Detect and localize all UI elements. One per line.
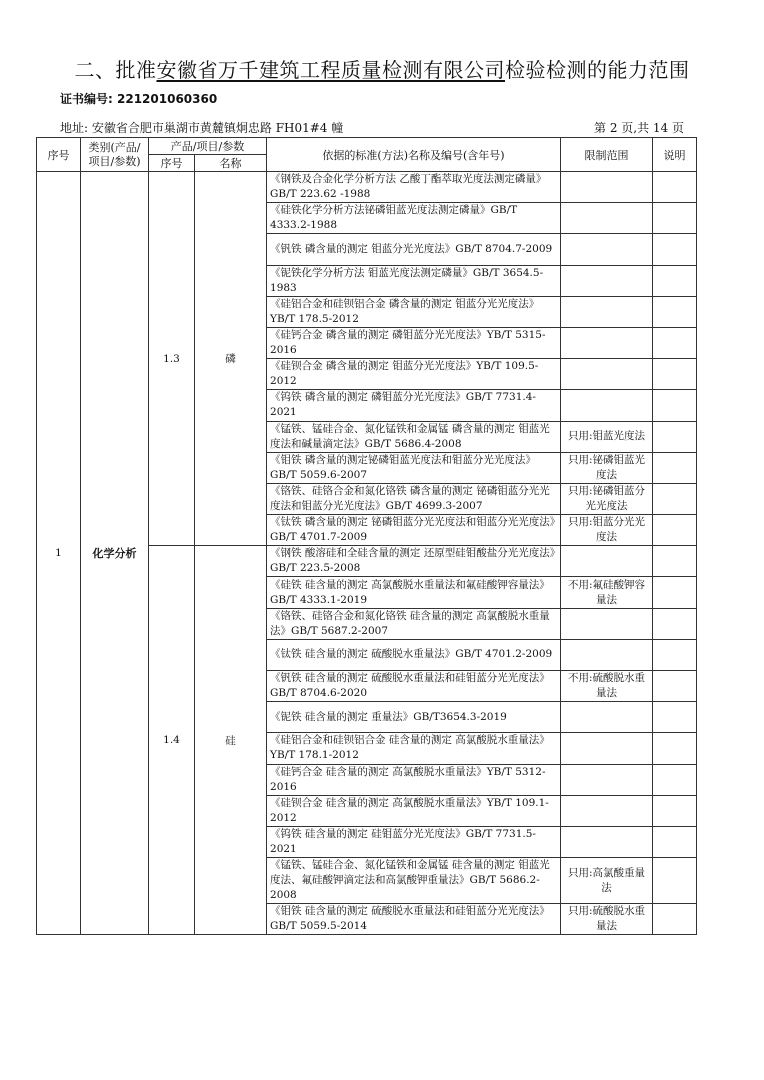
- header-limit: 限制范围: [561, 138, 653, 172]
- note-cell: [653, 546, 697, 577]
- note-cell: [653, 733, 697, 764]
- note-cell: [653, 795, 697, 826]
- limit-cell: 只用:铋磷钼蓝光度法: [561, 452, 653, 483]
- note-cell: [653, 296, 697, 327]
- note-cell: [653, 702, 697, 733]
- header-name: 名称: [195, 155, 267, 172]
- certificate-number: [60, 90, 217, 107]
- note-cell: [653, 904, 697, 935]
- note-cell: [653, 390, 697, 421]
- page-title: [0, 54, 764, 83]
- limit-cell: 只用:钼蓝分光光度法: [561, 515, 653, 546]
- table-row: [37, 172, 697, 203]
- standard-cell: 《铌铁化学分析方法 钼蓝光度法测定磷量》GB/T 3654.5-1983: [267, 265, 561, 296]
- cert-value: 221201060360: [117, 92, 218, 106]
- standard-cell: 《硅钡合金 磷含量的测定 钼蓝分光光度法》YB/T 109.5-2012: [267, 359, 561, 390]
- limit-cell: [561, 639, 653, 670]
- header-seq: 序号: [37, 138, 81, 172]
- limit-cell: [561, 764, 653, 795]
- note-cell: [653, 577, 697, 608]
- address-label: 地址:: [60, 121, 89, 135]
- standard-cell: 《钢铁及合金化学分析方法 乙酸丁酯萃取光度法测定磷量》GB/T 223.62 -1988: [267, 172, 561, 203]
- limit-cell: [561, 359, 653, 390]
- standard-cell: 《硅钡合金 硅含量的测定 高氯酸脱水重量法》YB/T 109.1-2012: [267, 795, 561, 826]
- note-cell: [653, 234, 697, 265]
- header-note: 说明: [653, 138, 697, 172]
- limit-cell: [561, 327, 653, 358]
- note-cell: [653, 858, 697, 904]
- item-name: 磷: [195, 172, 267, 546]
- standard-cell: 《硅钙合金 磷含量的测定 磷钼蓝分光光度法》YB/T 5315-2016: [267, 327, 561, 358]
- group-category: 化学分析: [81, 172, 149, 935]
- standard-cell: 《钨铁 硅含量的测定 硅钼蓝分光光度法》GB/T 7731.5-2021: [267, 826, 561, 857]
- standard-cell: 《硅铁化学分析方法铋磷钼蓝光度法测定磷量》GB/T 4333.2-1988: [267, 203, 561, 234]
- header-category: 类别(产品/项目/参数): [81, 138, 149, 172]
- standard-cell: 《硅铝合金和硅钡铝合金 磷含量的测定 钼蓝分光光度法》YB/T 178.5-2012: [267, 296, 561, 327]
- cert-label: 证书编号:: [60, 92, 113, 106]
- page-info: 第 2 页,共 14 页: [594, 121, 684, 135]
- standard-cell: 《硅钙合金 硅含量的测定 高氯酸脱水重量法》YB/T 5312-2016: [267, 764, 561, 795]
- standard-cell: 《铬铁、硅铬合金和氮化铬铁 磷含量的测定 铋磷钼蓝分光光度法和钼蓝分光光度法》GB/T 4699.3-2007: [267, 483, 561, 514]
- limit-cell: 只用:铋磷钼蓝分光光度法: [561, 483, 653, 514]
- standard-cell: 《钒铁 硅含量的测定 硫酸脱水重量法和硅钼蓝分光光度法》GB/T 8704.6-2020: [267, 671, 561, 702]
- limit-cell: [561, 826, 653, 857]
- note-cell: [653, 826, 697, 857]
- address: [60, 119, 343, 136]
- limit-cell: [561, 203, 653, 234]
- standard-cell: 《钨铁 磷含量的测定 磷钼蓝分光光度法》GB/T 7731.4-2021: [267, 390, 561, 421]
- note-cell: [653, 203, 697, 234]
- address-value: 安徽省合肥市巢湖市黄麓镇炯忠路 FH01#4 幢: [91, 121, 344, 135]
- limit-cell: [561, 608, 653, 639]
- title-prefix: 二、批准: [74, 58, 157, 82]
- limit-cell: 不用:氟硅酸钾容量法: [561, 577, 653, 608]
- note-cell: [653, 421, 697, 452]
- limit-cell: 只用:钼蓝光度法: [561, 421, 653, 452]
- standard-cell: 《钼铁 磷含量的测定铋磷钼蓝光度法和钼蓝分光光度法》GB/T 5059.6-2007: [267, 452, 561, 483]
- limit-cell: [561, 546, 653, 577]
- limit-cell: [561, 296, 653, 327]
- title-suffix: 检验检测的能力范围: [505, 58, 690, 82]
- note-cell: [653, 608, 697, 639]
- scope-table: [36, 137, 697, 935]
- note-cell: [653, 359, 697, 390]
- limit-cell: 只用:高氯酸重量法: [561, 858, 653, 904]
- note-cell: [653, 452, 697, 483]
- header-product-group: 产品/项目/参数: [149, 138, 267, 155]
- standard-cell: 《硅铝合金和硅钡铝合金 硅含量的测定 高氯酸脱水重量法》YB/T 178.1-2012: [267, 733, 561, 764]
- limit-cell: [561, 265, 653, 296]
- header-standard: 依据的标准(方法)名称及编号(含年号): [267, 138, 561, 172]
- standard-cell: 《钛铁 硅含量的测定 硫酸脱水重量法》GB/T 4701.2-2009: [267, 639, 561, 670]
- standard-cell: 《钼铁 硅含量的测定 硫酸脱水重量法和硅钼蓝分光光度法》GB/T 5059.5-2014: [267, 904, 561, 935]
- standard-cell: 《钢铁 酸溶硅和全硅含量的测定 还原型硅钼酸盐分光光度法》GB/T 223.5-2008: [267, 546, 561, 577]
- group-seq: 1: [37, 172, 81, 935]
- standard-cell: 《锰铁、锰硅合金、氮化锰铁和金属锰 硅含量的测定 钼蓝光度法、氟硅酸钾滴定法和高氯酸钾重量法》GB/T 5686.2-2008: [267, 858, 561, 904]
- note-cell: [653, 639, 697, 670]
- standard-cell: 《钒铁 磷含量的测定 钼蓝分光光度法》GB/T 8704.7-2009: [267, 234, 561, 265]
- note-cell: [653, 327, 697, 358]
- note-cell: [653, 483, 697, 514]
- limit-cell: [561, 172, 653, 203]
- standard-cell: 《铬铁、硅铬合金和氮化铬铁 硅含量的测定 高氯酸脱水重量法》GB/T 5687.2-2007: [267, 608, 561, 639]
- limit-cell: 只用:硫酸脱水重量法: [561, 904, 653, 935]
- limit-cell: [561, 702, 653, 733]
- limit-cell: [561, 733, 653, 764]
- limit-cell: [561, 234, 653, 265]
- standard-cell: 《铌铁 硅含量的测定 重量法》GB/T3654.3-2019: [267, 702, 561, 733]
- standard-cell: 《硅铁 硅含量的测定 高氯酸脱水重量法和氟硅酸钾容量法》GB/T 4333.1-2019: [267, 577, 561, 608]
- limit-cell: [561, 795, 653, 826]
- note-cell: [653, 172, 697, 203]
- standard-cell: 《钛铁 磷含量的测定 铋磷钼蓝分光光度法和钼蓝分光光度法》GB/T 4701.7-2009: [267, 515, 561, 546]
- item-sub-seq: 1.4: [149, 546, 195, 935]
- limit-cell: [561, 390, 653, 421]
- note-cell: [653, 764, 697, 795]
- header-sub-seq: 序号: [149, 155, 195, 172]
- item-sub-seq: 1.3: [149, 172, 195, 546]
- organization-name: 安徽省万千建筑工程质量检测有限公司: [156, 58, 505, 82]
- standard-cell: 《锰铁、锰硅合金、氮化锰铁和金属锰 磷含量的测定 钼蓝光度法和碱量滴定法》GB/T 5686.4-2008: [267, 421, 561, 452]
- note-cell: [653, 515, 697, 546]
- item-name: 硅: [195, 546, 267, 935]
- note-cell: [653, 671, 697, 702]
- limit-cell: 不用:硫酸脱水重量法: [561, 671, 653, 702]
- note-cell: [653, 265, 697, 296]
